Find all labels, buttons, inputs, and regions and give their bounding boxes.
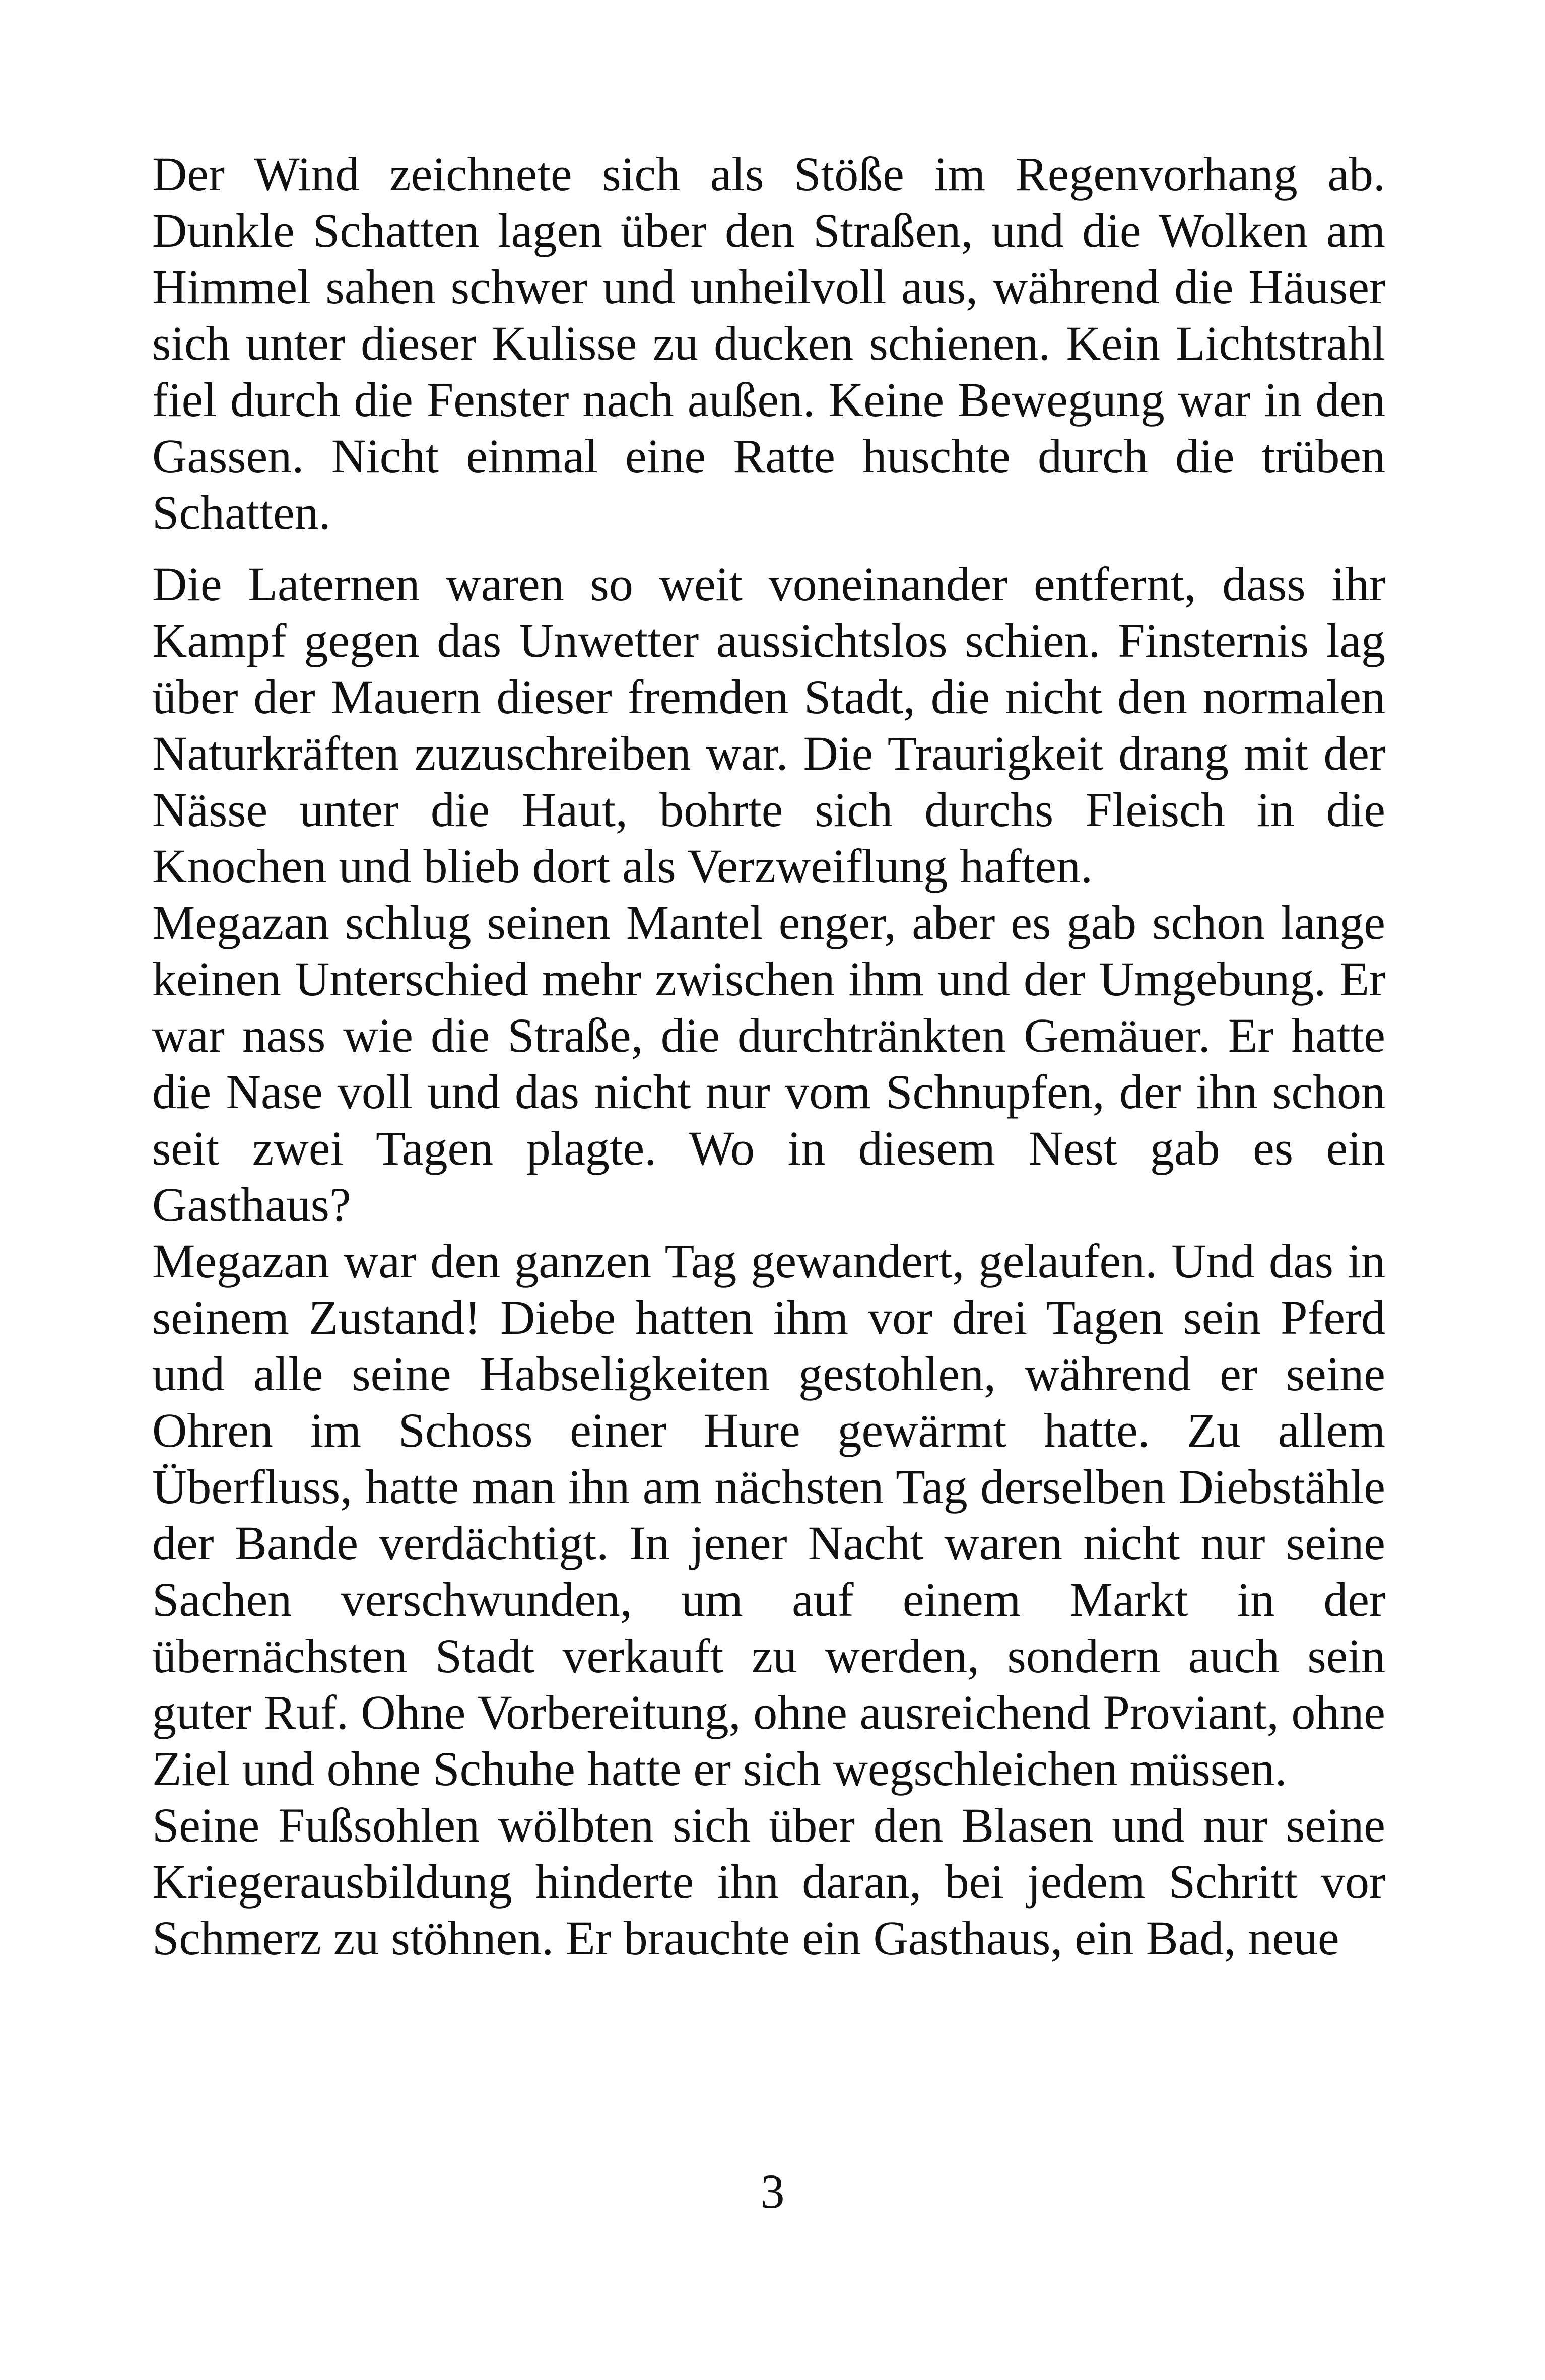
- paragraph-2: Die Laternen waren so weit voneinander entfernt, dass ihr Kampf gegen das Unwetter aussichtslos schien. Finsternis lag über der Mauern dieser fremden Stadt, die nicht den normalen Naturkräften zuzuschreiben war. Die Traurigkeit drang mit der Nässe unter die Haut, bohrte sich durchs Fleisch in die Knochen und blieb dort als Verzweiflung haften.: [152, 557, 1385, 893]
- body-text: [152, 146, 1385, 1966]
- paragraph-5: Seine Fußsohlen wölbten sich über den Blasen und nur seine Kriegerausbildung hinderte ihn daran, bei jedem Schritt vor Schmerz zu stöhnen. Er brauchte ein Gasthaus, ein Bad, neue: [152, 1798, 1385, 1965]
- paragraph-4: Megazan war den ganzen Tag gewandert, gelaufen. Und das in seinem Zustand! Diebe hatten ihm vor drei Tagen sein Pferd und alle seine Habseligkeiten gestohlen, während er seine Ohren im Schoss einer Hure gewärmt hatte. Zu allem Überfluss, hatte man ihn am nächsten Tag derselben Diebstähle der Bande verdächtigt. In jener Nacht waren nicht nur seine Sachen verschwunden, um auf einem Markt in der übernächsten Stadt verkauft zu werden, sondern auch sein guter Ruf. Ohne Vorbereitung, ohne ausreichend Proviant, ohne Ziel und ohne Schuhe hatte er sich wegschleichen müssen.: [152, 1234, 1385, 1796]
- paragraph-3: Megazan schlug seinen Mantel enger, aber es gab schon lange keinen Unterschied mehr zwischen ihm und der Umgebung. Er war nass wie die Straße, die durchtränkten Gemäuer. Er hatte die Nase voll und das nicht nur vom Schnupfen, der ihn schon seit zwei Tagen plagte. Wo in diesem Nest gab es ein Gasthaus?: [152, 896, 1385, 1232]
- paragraph-1: Der Wind zeichnete sich als Stöße im Regenvorhang ab. Dunkle Schatten lagen über den Straßen, und die Wolken am Himmel sahen schwer und unheilvoll aus, während die Häuser sich unter dieser Kulisse zu ducken schienen. Kein Lichtstrahl fiel durch die Fenster nach außen. Keine Bewegung war in den Gassen. Nicht einmal eine Ratte huschte durch die trüben Schatten.: [152, 147, 1385, 539]
- page-number: 3: [760, 2164, 785, 2218]
